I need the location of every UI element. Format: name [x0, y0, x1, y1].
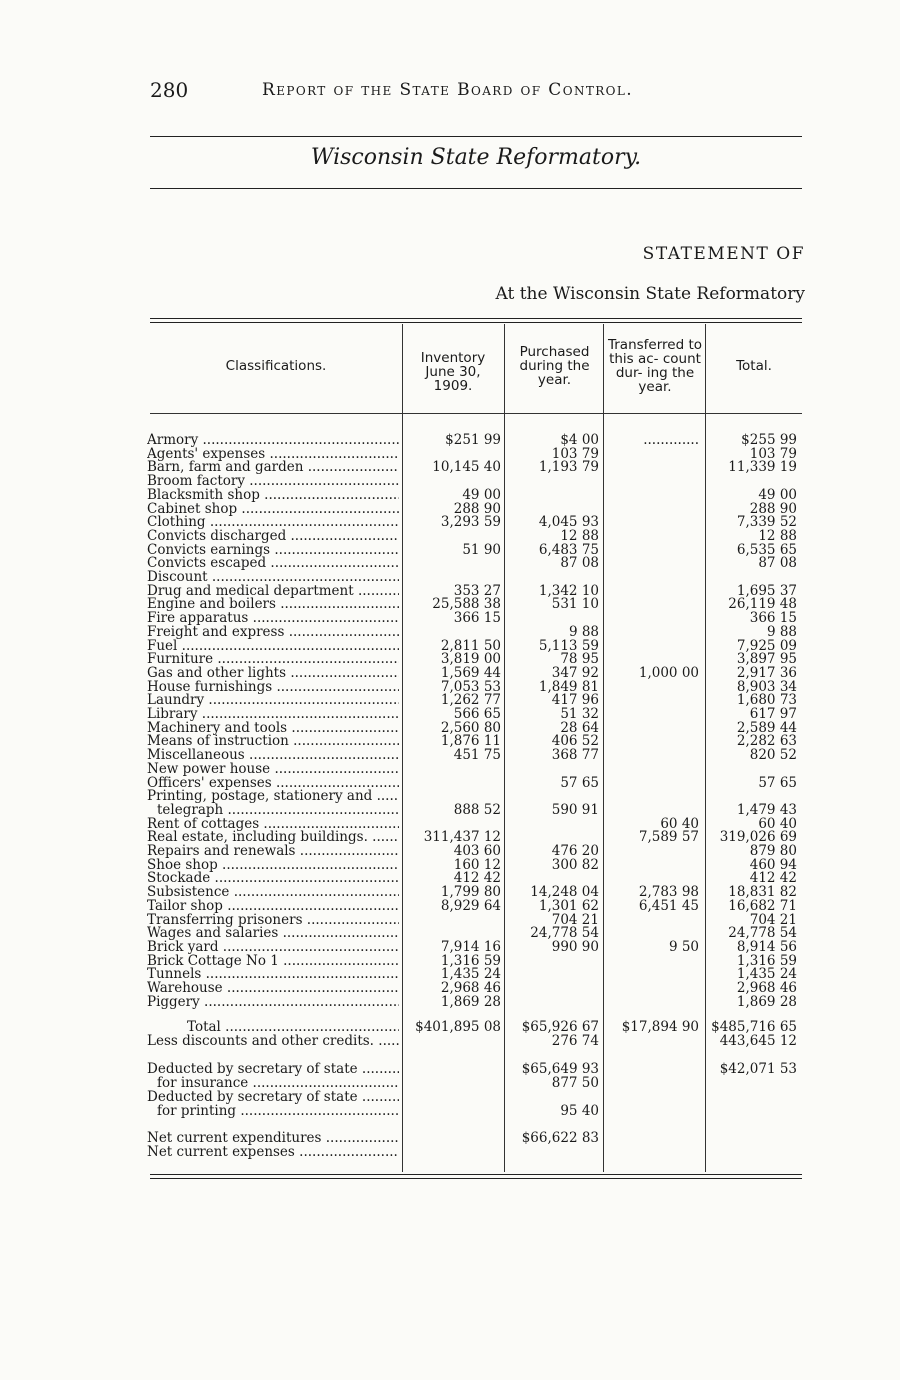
- row-label-text: Means of instruction .....: [147, 734, 399, 748]
- cell-total: 6,535 65: [736, 541, 797, 558]
- cell-inventory: 1,435 24: [440, 966, 501, 983]
- cell-inventory: 8,929 64: [440, 897, 501, 914]
- statement-heading: STATEMENT OF: [642, 244, 805, 264]
- cell-inventory: 1,869 28: [440, 993, 501, 1010]
- row-label: [147, 447, 399, 461]
- table-row: [147, 543, 807, 557]
- table-bottom-rule-2: [150, 1178, 802, 1179]
- table-row: [147, 570, 807, 584]
- cell-transferred: 7,589 57: [638, 829, 699, 846]
- row-label: [147, 858, 399, 872]
- table-row: [147, 1145, 807, 1159]
- cell-purchased: 1,849 81: [538, 678, 599, 695]
- cell-purchased: 4,045 93: [538, 514, 599, 531]
- row-label: [147, 954, 399, 968]
- table-row: [147, 1131, 807, 1145]
- row-label: [147, 543, 399, 557]
- row-label: [147, 926, 399, 940]
- header-purchased: Purchased during the year.: [519, 344, 590, 388]
- cell-purchased: $65,926 67: [521, 1019, 599, 1035]
- cell-total: 617 97: [749, 706, 797, 722]
- row-label: [147, 899, 399, 913]
- total-row: [147, 1020, 807, 1034]
- table-row: [147, 488, 807, 502]
- row-label-text: Fire apparatus .....: [147, 611, 399, 625]
- row-label-text: Tailor shop .....: [147, 899, 399, 913]
- row-label-text: Furniture .....: [147, 652, 399, 666]
- table-row: [147, 1104, 807, 1118]
- row-label: [147, 639, 399, 653]
- row-label-text: New power house .....: [147, 762, 399, 776]
- cell-purchased: 704 21: [551, 911, 599, 928]
- cell-purchased: 28 64: [560, 719, 599, 736]
- cell-total: 2,917 36: [736, 664, 797, 681]
- table-row: [147, 529, 807, 543]
- cell-purchased: 14,248 04: [530, 884, 599, 901]
- cell-total: 1,316 59: [736, 952, 797, 969]
- cell-inventory: 51 90: [462, 541, 501, 558]
- row-label: [147, 913, 399, 927]
- row-label: [147, 844, 399, 858]
- row-label-text: Laundry .....: [147, 693, 399, 707]
- row-label-text: Cabinet shop .....: [147, 502, 399, 516]
- cell-total: 460 94: [749, 856, 797, 873]
- cell-purchased: $66,622 83: [521, 1130, 599, 1146]
- table-row: [147, 748, 807, 762]
- row-label-text: Piggery .....: [147, 995, 399, 1009]
- row-label: [147, 488, 399, 502]
- table-row: [147, 474, 807, 488]
- row-label-text: Rent of cottages .....: [147, 817, 399, 831]
- cell-total: 24,778 54: [728, 925, 797, 942]
- row-label-text: Brick Cottage No 1 .....: [147, 954, 399, 968]
- cell-transferred: 60 40: [660, 815, 699, 832]
- cell-inventory: 7,053 53: [440, 678, 501, 695]
- header-total: Total.: [736, 358, 772, 374]
- row-label-text: Clothing .....: [147, 515, 399, 529]
- table-row: [147, 460, 807, 474]
- row-label: [147, 433, 399, 447]
- row-label-text: Shoe shop .....: [147, 858, 399, 872]
- cell-purchased: 12 88: [560, 527, 599, 544]
- row-label-text: Blacksmith shop .....: [147, 488, 399, 502]
- row-label: [147, 981, 399, 995]
- cell-total: 49 00: [758, 486, 797, 503]
- cell-purchased: 300 82: [551, 856, 599, 873]
- table-row: [147, 1034, 807, 1048]
- header-bottom-rule: [150, 413, 802, 414]
- row-label: [147, 1062, 399, 1076]
- cell-purchased: 87 08: [560, 555, 599, 572]
- row-label: [147, 967, 399, 981]
- row-label: [147, 1034, 399, 1048]
- cell-inventory: 1,569 44: [440, 664, 501, 681]
- cell-total: 820 52: [749, 747, 797, 764]
- cell-total: 1,695 37: [736, 582, 797, 599]
- cell-purchased: 368 77: [551, 747, 599, 764]
- cell-inventory: 412 42: [453, 870, 501, 887]
- cell-inventory: 7,914 16: [440, 938, 501, 955]
- cell-inventory: 25,588 38: [432, 596, 501, 613]
- row-label-text: Officers' expenses .....: [147, 776, 399, 790]
- row-label-text: Deducted by secretary of state .....: [147, 1090, 399, 1104]
- cell-total: 879 80: [749, 843, 797, 859]
- cell-inventory: 2,560 80: [440, 719, 501, 736]
- row-label: [147, 570, 399, 584]
- table-row: [147, 844, 807, 858]
- cell-total: 704 21: [749, 911, 797, 928]
- row-label-text: Barn, farm and garden .....: [147, 460, 399, 474]
- row-label: [147, 529, 399, 543]
- row-label-text: Gas and other lights .....: [147, 666, 399, 680]
- cell-purchased: 877 50: [551, 1075, 599, 1091]
- cell-inventory: 1,262 77: [440, 692, 501, 709]
- cell-total: 1,479 43: [736, 801, 797, 818]
- row-label-text: Real estate, including buildings. .....: [147, 830, 399, 844]
- row-label: [147, 707, 399, 721]
- table-top-rule: [150, 318, 802, 319]
- row-label: [147, 830, 399, 844]
- header-classifications: Classifications.: [225, 358, 327, 374]
- row-label-text: Armory .....: [147, 433, 399, 447]
- row-label-text: Transferring prisoners .....: [147, 913, 399, 927]
- row-label: [147, 680, 399, 694]
- row-label: [147, 556, 399, 570]
- cell-total: 319,026 69: [719, 829, 797, 846]
- row-label-text: House furnishings .....: [147, 680, 399, 694]
- cell-total: 8,914 56: [736, 938, 797, 955]
- cell-total: 2,968 46: [736, 980, 797, 996]
- table-row: [147, 1062, 807, 1076]
- row-label-text: Convicts earnings .....: [147, 543, 399, 557]
- table-row: [147, 995, 807, 1009]
- row-label-text: telegraph .....: [157, 803, 399, 817]
- cell-purchased: 5,113 59: [538, 637, 599, 654]
- cell-inventory: 403 60: [453, 843, 501, 859]
- cell-total: 8,903 34: [736, 678, 797, 695]
- table-row: [147, 433, 807, 447]
- cell-inventory: 888 52: [453, 801, 501, 818]
- row-label-text: Net current expenses .....: [147, 1145, 399, 1159]
- cell-purchased: 406 52: [551, 733, 599, 750]
- row-label: [147, 885, 399, 899]
- row-label-text: Tunnels .....: [147, 967, 399, 981]
- row-label-text: Miscellaneous .....: [147, 748, 399, 762]
- table-row: [147, 625, 807, 639]
- row-label-text: Total .....: [187, 1020, 399, 1034]
- row-label-text: Net current expenditures .....: [147, 1131, 399, 1145]
- row-label: [147, 474, 399, 488]
- cell-purchased: 1,342 10: [538, 582, 599, 599]
- cell-transferred: .............: [643, 432, 699, 448]
- cell-inventory: 1,316 59: [440, 952, 501, 969]
- section-title: Wisconsin State Reformatory.: [310, 145, 642, 170]
- cell-total: 57 65: [758, 774, 797, 791]
- cell-purchased: 1,301 62: [538, 897, 599, 914]
- cell-inventory: 2,811 50: [440, 637, 501, 654]
- row-label: [157, 1104, 399, 1118]
- cell-total: 1,869 28: [736, 993, 797, 1010]
- cell-total: $485,716 65: [711, 1019, 797, 1035]
- cell-transferred: 2,783 98: [638, 884, 699, 901]
- cell-purchased: 51 32: [560, 706, 599, 722]
- cell-purchased: 1,193 79: [538, 459, 599, 476]
- table-row: [147, 1076, 807, 1090]
- cell-total: 1,680 73: [736, 692, 797, 709]
- cell-inventory: 2,968 46: [440, 980, 501, 996]
- cell-total: 2,282 63: [736, 733, 797, 750]
- cell-total: 60 40: [758, 815, 797, 832]
- table-row: [147, 762, 807, 776]
- row-label-text: Deducted by secretary of state .....: [147, 1062, 399, 1076]
- row-label: [147, 1145, 399, 1159]
- row-label-text: Warehouse .....: [147, 981, 399, 995]
- section-rule: [150, 188, 802, 189]
- row-label: [147, 776, 399, 790]
- cell-inventory: $401,895 08: [415, 1019, 501, 1035]
- row-label-text: Broom factory .....: [147, 474, 399, 488]
- table-row: [147, 666, 807, 680]
- table-row: [147, 776, 807, 790]
- cell-total: 2,589 44: [736, 719, 797, 736]
- cell-purchased: 590 91: [551, 801, 599, 818]
- row-label-text: Less discounts and other credits. .....: [147, 1034, 399, 1048]
- cell-purchased: 276 74: [551, 1033, 599, 1049]
- row-label: [147, 515, 399, 529]
- row-label-text: Engine and boilers .....: [147, 597, 399, 611]
- cell-total: 366 15: [749, 610, 797, 627]
- cell-transferred: 1,000 00: [638, 664, 699, 681]
- cell-total: 1,435 24: [736, 966, 797, 983]
- cell-purchased: 95 40: [560, 1103, 599, 1119]
- statement-subheading: At the Wisconsin State Reformatory: [495, 284, 805, 304]
- cell-purchased: 347 92: [551, 664, 599, 681]
- cell-total: 87 08: [758, 555, 797, 572]
- row-label: [147, 1131, 399, 1145]
- row-label-text: Convicts discharged .....: [147, 529, 399, 543]
- cell-purchased: 103 79: [551, 445, 599, 462]
- cell-inventory: 1,799 80: [440, 884, 501, 901]
- table-row: [147, 611, 807, 625]
- row-label: [147, 652, 399, 666]
- cell-inventory: 1,876 11: [440, 733, 501, 750]
- cell-purchased: 9 88: [568, 623, 599, 640]
- cell-inventory: 49 00: [462, 486, 501, 503]
- cell-total: 103 79: [749, 445, 797, 462]
- table-row: [147, 940, 807, 954]
- row-label: [147, 789, 399, 803]
- row-label: [147, 584, 399, 598]
- cell-inventory: 160 12: [453, 856, 501, 873]
- cell-total: 3,897 95: [736, 651, 797, 668]
- table-top-rule-2: [150, 322, 802, 323]
- cell-total: $255 99: [741, 432, 797, 448]
- table-row: [147, 981, 807, 995]
- cell-transferred: $17,894 90: [621, 1019, 699, 1035]
- row-label-text: Drug and medical department .....: [147, 584, 399, 598]
- table-row: [147, 803, 807, 817]
- cell-total: $42,071 53: [719, 1061, 797, 1077]
- row-label-text: Convicts escaped .....: [147, 556, 399, 570]
- cell-inventory: 353 27: [453, 582, 501, 599]
- cell-purchased: $65,649 93: [521, 1061, 599, 1077]
- cell-total: 26,119 48: [728, 596, 797, 613]
- row-label: [147, 693, 399, 707]
- row-label-text: Stockade .....: [147, 871, 399, 885]
- running-head: Report of the State Board of Control.: [262, 80, 634, 100]
- cell-transferred: 9 50: [668, 938, 699, 955]
- row-label: [147, 762, 399, 776]
- header-inventory: Inventory June 30, 1909.: [420, 350, 486, 394]
- row-label-text: Brick yard .....: [147, 940, 399, 954]
- cell-purchased: 531 10: [551, 596, 599, 613]
- row-label-text: Repairs and renewals .....: [147, 844, 399, 858]
- table-row: [147, 707, 807, 721]
- table-bottom-rule: [150, 1174, 802, 1175]
- row-label-text: Fuel .....: [147, 639, 399, 653]
- row-label: [147, 460, 399, 474]
- row-label: [147, 721, 399, 735]
- row-label: [147, 871, 399, 885]
- cell-inventory: 566 65: [453, 706, 501, 722]
- cell-total: 443,645 12: [719, 1033, 797, 1049]
- table-row: [147, 1090, 807, 1104]
- header-rule: [150, 136, 802, 137]
- table-row: [147, 885, 807, 899]
- row-label-text: for printing .....: [157, 1104, 399, 1118]
- cell-total: 7,925 09: [736, 637, 797, 654]
- cell-purchased: $4 00: [560, 432, 599, 448]
- table-row: [147, 556, 807, 570]
- row-label: [147, 597, 399, 611]
- cell-total: 12 88: [758, 527, 797, 544]
- row-label: [147, 1090, 399, 1104]
- table-row: [147, 515, 807, 529]
- table-row: [147, 913, 807, 927]
- row-label-text: for insurance .....: [157, 1076, 399, 1090]
- cell-inventory: 311,437 12: [423, 829, 501, 846]
- row-label-text: Freight and express .....: [147, 625, 399, 639]
- table-row: [147, 899, 807, 913]
- cell-inventory: 451 75: [453, 747, 501, 764]
- cell-purchased: 990 90: [551, 938, 599, 955]
- page-number: 280: [150, 78, 189, 102]
- row-label: [147, 748, 399, 762]
- row-label-text: Machinery and tools .....: [147, 721, 399, 735]
- row-label-text: Library .....: [147, 707, 399, 721]
- cell-inventory: 3,819 00: [440, 651, 501, 668]
- row-label: [147, 995, 399, 1009]
- cell-purchased: 57 65: [560, 774, 599, 791]
- header-transferred: Transferred to this ac- count dur- ing the year.: [607, 337, 703, 395]
- cell-purchased: 78 95: [560, 651, 599, 668]
- cell-purchased: 476 20: [551, 843, 599, 859]
- row-label: [187, 1020, 399, 1034]
- row-label: [157, 803, 399, 817]
- cell-total: 9 88: [766, 623, 797, 640]
- cell-purchased: 6,483 75: [538, 541, 599, 558]
- cell-inventory: 366 15: [453, 610, 501, 627]
- cell-total: 412 42: [749, 870, 797, 887]
- row-label: [147, 611, 399, 625]
- row-label: [147, 940, 399, 954]
- row-label: [147, 817, 399, 831]
- row-label: [157, 1076, 399, 1090]
- cell-inventory: 288 90: [453, 500, 501, 517]
- row-label-text: Wages and salaries .....: [147, 926, 399, 940]
- cell-inventory: 3,293 59: [440, 514, 501, 531]
- cell-purchased: 24,778 54: [530, 925, 599, 942]
- row-label: [147, 625, 399, 639]
- row-label-text: Printing, postage, stationery and .....: [147, 789, 399, 803]
- row-label: [147, 502, 399, 516]
- cell-total: 11,339 19: [728, 459, 797, 476]
- cell-total: 16,682 71: [728, 897, 797, 914]
- row-label: [147, 666, 399, 680]
- cell-total: 7,339 52: [736, 514, 797, 531]
- cell-transferred: 6,451 45: [638, 897, 699, 914]
- cell-total: 288 90: [749, 500, 797, 517]
- row-label-text: Agents' expenses .....: [147, 447, 399, 461]
- row-label-text: Discount .....: [147, 570, 399, 584]
- cell-purchased: 417 96: [551, 692, 599, 709]
- row-label: [147, 734, 399, 748]
- row-label-text: Subsistence .....: [147, 885, 399, 899]
- cell-total: 18,831 82: [728, 884, 797, 901]
- cell-inventory: $251 99: [445, 432, 501, 448]
- cell-inventory: 10,145 40: [432, 459, 501, 476]
